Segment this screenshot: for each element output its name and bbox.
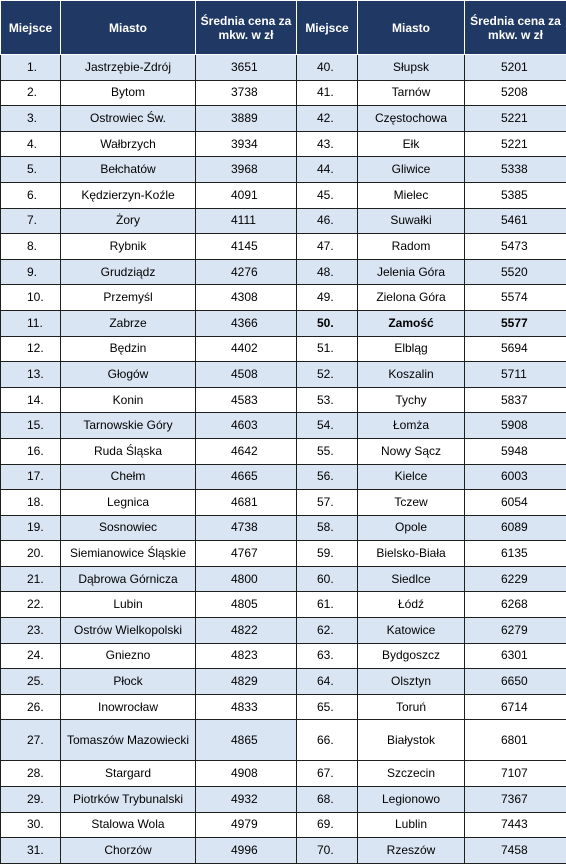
left-rank-cell: 13. — [1, 362, 61, 388]
right-city-cell: Zielona Góra — [358, 285, 465, 311]
table-row — [1, 694, 566, 720]
right-city-cell: Legionowo — [358, 787, 465, 813]
left-city-cell: Inowrocław — [61, 694, 196, 720]
right-price-cell: 5208 — [465, 80, 566, 106]
right-price-cell: 5201 — [465, 55, 566, 81]
table-row — [1, 787, 566, 813]
left-city-cell: Sosnowiec — [61, 515, 196, 541]
table-row — [1, 838, 566, 864]
left-rank-cell: 22. — [1, 592, 61, 618]
table-row — [1, 259, 566, 285]
right-price-cell: 6229 — [465, 566, 566, 592]
right-city-cell: Siedlce — [358, 566, 465, 592]
right-price-cell: 6301 — [465, 643, 566, 669]
right-city-cell: Rzeszów — [358, 838, 465, 864]
left-city-cell: Rybnik — [61, 234, 196, 260]
right-price-cell: 5385 — [465, 182, 566, 208]
left-city-cell: Przemyśl — [61, 285, 196, 311]
left-rank-cell: 3. — [1, 106, 61, 132]
table-row — [1, 541, 566, 567]
right-price-cell: 5473 — [465, 234, 566, 260]
left-city-cell: Jastrzębie-Zdrój — [61, 55, 196, 81]
left-city-cell: Gniezno — [61, 643, 196, 669]
left-rank-cell: 28. — [1, 761, 61, 787]
table-row — [1, 55, 566, 81]
right-city-cell: Mielec — [358, 182, 465, 208]
left-rank-cell: 30. — [1, 812, 61, 838]
right-rank-cell: 44. — [297, 157, 358, 183]
right-city-cell: Lublin — [358, 812, 465, 838]
right-city-cell: Ełk — [358, 131, 465, 157]
left-city-cell: Tomaszów Mazowiecki — [61, 720, 196, 761]
right-rank-cell: 43. — [297, 131, 358, 157]
left-price-cell: 4996 — [196, 838, 297, 864]
left-city-cell: Bytom — [61, 80, 196, 106]
left-city-cell: Wałbrzych — [61, 131, 196, 157]
left-price-cell: 3968 — [196, 157, 297, 183]
left-city-cell: Będzin — [61, 336, 196, 362]
table-row — [1, 643, 566, 669]
left-rank-cell: 2. — [1, 80, 61, 106]
left-price-cell: 4402 — [196, 336, 297, 362]
left-city-cell: Konin — [61, 387, 196, 413]
right-price-cell: 6801 — [465, 720, 566, 761]
left-rank-cell: 1. — [1, 55, 61, 81]
header-city-left: Miasto — [61, 1, 196, 55]
right-rank-cell: 70. — [297, 838, 358, 864]
left-city-cell: Głogów — [61, 362, 196, 388]
right-rank-cell: 68. — [297, 787, 358, 813]
right-rank-cell: 51. — [297, 336, 358, 362]
header-price-right: Średnia cena za mkw. w zł — [465, 1, 566, 55]
right-price-cell: 7367 — [465, 787, 566, 813]
right-price-cell: 7458 — [465, 838, 566, 864]
right-city-cell: Łomża — [358, 413, 465, 439]
left-price-cell: 4979 — [196, 812, 297, 838]
header-rank-left: Miejsce — [1, 1, 61, 55]
right-city-cell: Zamość — [358, 310, 465, 336]
table-row — [1, 618, 566, 644]
left-city-cell: Chełm — [61, 464, 196, 490]
right-rank-cell: 55. — [297, 438, 358, 464]
right-price-cell: 6650 — [465, 669, 566, 695]
right-price-cell: 6089 — [465, 515, 566, 541]
right-city-cell: Radom — [358, 234, 465, 260]
left-price-cell: 4583 — [196, 387, 297, 413]
left-rank-cell: 7. — [1, 208, 61, 234]
right-price-cell: 5837 — [465, 387, 566, 413]
left-city-cell: Ostrów Wielkopolski — [61, 618, 196, 644]
table-row — [1, 336, 566, 362]
right-rank-cell: 58. — [297, 515, 358, 541]
left-rank-cell: 27. — [1, 720, 61, 761]
left-rank-cell: 17. — [1, 464, 61, 490]
left-price-cell: 4823 — [196, 643, 297, 669]
left-price-cell: 3738 — [196, 80, 297, 106]
right-price-cell: 7107 — [465, 761, 566, 787]
right-rank-cell: 50. — [297, 310, 358, 336]
table-row — [1, 720, 566, 761]
right-price-cell: 5574 — [465, 285, 566, 311]
left-rank-cell: 18. — [1, 490, 61, 516]
left-price-cell: 4091 — [196, 182, 297, 208]
table-row — [1, 464, 566, 490]
left-price-cell: 4276 — [196, 259, 297, 285]
table-row — [1, 131, 566, 157]
right-city-cell: Białystok — [358, 720, 465, 761]
left-price-cell: 4833 — [196, 694, 297, 720]
table-row — [1, 490, 566, 516]
table-row — [1, 413, 566, 439]
table-row — [1, 362, 566, 388]
left-city-cell: Kędzierzyn-Koźle — [61, 182, 196, 208]
right-city-cell: Bydgoszcz — [358, 643, 465, 669]
right-rank-cell: 52. — [297, 362, 358, 388]
table-row — [1, 438, 566, 464]
right-rank-cell: 69. — [297, 812, 358, 838]
left-price-cell: 4908 — [196, 761, 297, 787]
left-rank-cell: 31. — [1, 838, 61, 864]
header-rank-right: Miejsce — [297, 1, 358, 55]
left-price-cell: 3651 — [196, 55, 297, 81]
left-price-cell: 4800 — [196, 566, 297, 592]
table-row — [1, 592, 566, 618]
table-row — [1, 310, 566, 336]
left-rank-cell: 4. — [1, 131, 61, 157]
left-price-cell: 3934 — [196, 131, 297, 157]
left-price-cell: 4681 — [196, 490, 297, 516]
right-city-cell: Suwałki — [358, 208, 465, 234]
left-price-cell: 4767 — [196, 541, 297, 567]
right-city-cell: Koszalin — [358, 362, 465, 388]
table-row — [1, 234, 566, 260]
table-row — [1, 106, 566, 132]
right-rank-cell: 46. — [297, 208, 358, 234]
table-body — [1, 55, 566, 864]
left-city-cell: Żory — [61, 208, 196, 234]
left-city-cell: Stalowa Wola — [61, 812, 196, 838]
right-price-cell: 5461 — [465, 208, 566, 234]
left-city-cell: Piotrków Trybunalski — [61, 787, 196, 813]
table-row — [1, 157, 566, 183]
left-price-cell: 4665 — [196, 464, 297, 490]
right-price-cell: 7443 — [465, 812, 566, 838]
table-row — [1, 515, 566, 541]
left-price-cell: 3889 — [196, 106, 297, 132]
left-price-cell: 4366 — [196, 310, 297, 336]
left-city-cell: Legnica — [61, 490, 196, 516]
left-city-cell: Ostrowiec Św. — [61, 106, 196, 132]
right-city-cell: Częstochowa — [358, 106, 465, 132]
left-price-cell: 4932 — [196, 787, 297, 813]
left-rank-cell: 11. — [1, 310, 61, 336]
right-city-cell: Słupsk — [358, 55, 465, 81]
left-rank-cell: 29. — [1, 787, 61, 813]
right-city-cell: Olsztyn — [358, 669, 465, 695]
right-price-cell: 5221 — [465, 131, 566, 157]
right-price-cell: 5338 — [465, 157, 566, 183]
left-city-cell: Lubin — [61, 592, 196, 618]
right-rank-cell: 65. — [297, 694, 358, 720]
right-price-cell: 6054 — [465, 490, 566, 516]
right-price-cell: 5577 — [465, 310, 566, 336]
table-row — [1, 285, 566, 311]
left-price-cell: 4308 — [196, 285, 297, 311]
right-rank-cell: 63. — [297, 643, 358, 669]
right-city-cell: Opole — [358, 515, 465, 541]
right-city-cell: Katowice — [358, 618, 465, 644]
right-city-cell: Bielsko-Biała — [358, 541, 465, 567]
table-row — [1, 80, 566, 106]
table-row — [1, 669, 566, 695]
left-price-cell: 4738 — [196, 515, 297, 541]
left-rank-cell: 25. — [1, 669, 61, 695]
right-rank-cell: 64. — [297, 669, 358, 695]
left-city-cell: Chorzów — [61, 838, 196, 864]
right-price-cell: 5711 — [465, 362, 566, 388]
left-price-cell: 4508 — [196, 362, 297, 388]
left-city-cell: Dąbrowa Górnicza — [61, 566, 196, 592]
left-price-cell: 4822 — [196, 618, 297, 644]
right-price-cell: 5908 — [465, 413, 566, 439]
left-rank-cell: 12. — [1, 336, 61, 362]
right-city-cell: Tychy — [358, 387, 465, 413]
right-price-cell: 5221 — [465, 106, 566, 132]
right-city-cell: Tarnów — [358, 80, 465, 106]
header-city-right: Miasto — [358, 1, 465, 55]
right-rank-cell: 53. — [297, 387, 358, 413]
right-price-cell: 6268 — [465, 592, 566, 618]
right-price-cell: 5948 — [465, 438, 566, 464]
right-rank-cell: 54. — [297, 413, 358, 439]
right-city-cell: Jelenia Góra — [358, 259, 465, 285]
left-rank-cell: 8. — [1, 234, 61, 260]
left-rank-cell: 24. — [1, 643, 61, 669]
right-city-cell: Szczecin — [358, 761, 465, 787]
right-city-cell: Gliwice — [358, 157, 465, 183]
left-city-cell: Zabrze — [61, 310, 196, 336]
right-rank-cell: 49. — [297, 285, 358, 311]
left-city-cell: Grudziądz — [61, 259, 196, 285]
right-rank-cell: 56. — [297, 464, 358, 490]
right-city-cell: Nowy Sącz — [358, 438, 465, 464]
right-price-cell: 6714 — [465, 694, 566, 720]
left-rank-cell: 20. — [1, 541, 61, 567]
left-rank-cell: 6. — [1, 182, 61, 208]
left-city-cell: Płock — [61, 669, 196, 695]
left-rank-cell: 23. — [1, 618, 61, 644]
right-rank-cell: 66. — [297, 720, 358, 761]
table-row — [1, 566, 566, 592]
left-city-cell: Tarnowskie Góry — [61, 413, 196, 439]
left-rank-cell: 14. — [1, 387, 61, 413]
left-city-cell: Bełchatów — [61, 157, 196, 183]
left-rank-cell: 26. — [1, 694, 61, 720]
left-city-cell: Siemianowice Śląskie — [61, 541, 196, 567]
right-rank-cell: 40. — [297, 55, 358, 81]
right-rank-cell: 62. — [297, 618, 358, 644]
left-rank-cell: 15. — [1, 413, 61, 439]
right-rank-cell: 41. — [297, 80, 358, 106]
left-city-cell: Ruda Śląska — [61, 438, 196, 464]
right-rank-cell: 57. — [297, 490, 358, 516]
left-rank-cell: 19. — [1, 515, 61, 541]
header-price-left: Średnia cena za mkw. w zł — [196, 1, 297, 55]
right-rank-cell: 47. — [297, 234, 358, 260]
right-price-cell: 6135 — [465, 541, 566, 567]
right-city-cell: Toruń — [358, 694, 465, 720]
left-price-cell: 4829 — [196, 669, 297, 695]
table-header-row — [1, 1, 566, 55]
left-price-cell: 4865 — [196, 720, 297, 761]
left-price-cell: 4642 — [196, 438, 297, 464]
left-price-cell: 4805 — [196, 592, 297, 618]
right-rank-cell: 42. — [297, 106, 358, 132]
table-row — [1, 812, 566, 838]
right-price-cell: 6279 — [465, 618, 566, 644]
left-price-cell: 4145 — [196, 234, 297, 260]
right-price-cell: 5694 — [465, 336, 566, 362]
left-rank-cell: 16. — [1, 438, 61, 464]
table-row — [1, 208, 566, 234]
right-city-cell: Elbląg — [358, 336, 465, 362]
right-price-cell: 6003 — [465, 464, 566, 490]
table-row — [1, 387, 566, 413]
left-price-cell: 4111 — [196, 208, 297, 234]
right-city-cell: Łódź — [358, 592, 465, 618]
table-row — [1, 182, 566, 208]
right-city-cell: Kielce — [358, 464, 465, 490]
right-rank-cell: 48. — [297, 259, 358, 285]
right-price-cell: 5520 — [465, 259, 566, 285]
left-city-cell: Stargard — [61, 761, 196, 787]
right-rank-cell: 59. — [297, 541, 358, 567]
right-rank-cell: 67. — [297, 761, 358, 787]
left-rank-cell: 5. — [1, 157, 61, 183]
right-rank-cell: 61. — [297, 592, 358, 618]
left-rank-cell: 9. — [1, 259, 61, 285]
table-row — [1, 761, 566, 787]
left-rank-cell: 21. — [1, 566, 61, 592]
left-price-cell: 4603 — [196, 413, 297, 439]
right-rank-cell: 60. — [297, 566, 358, 592]
right-rank-cell: 45. — [297, 182, 358, 208]
right-city-cell: Tczew — [358, 490, 465, 516]
left-rank-cell: 10. — [1, 285, 61, 311]
